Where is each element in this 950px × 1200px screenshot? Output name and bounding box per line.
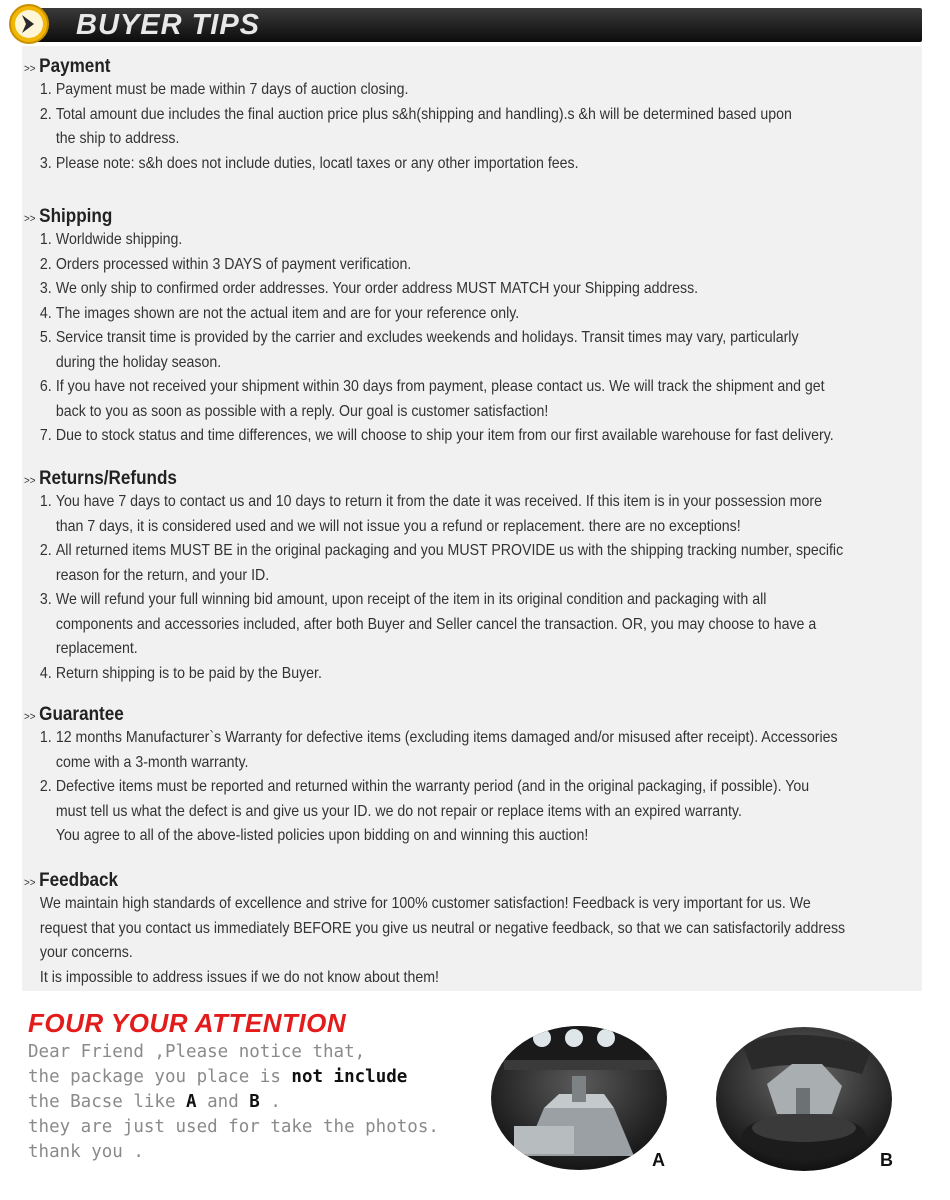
paragraph-line: We maintain high standards of excellence and strive for 100% customer satisfaction! Feedback is very important for us. We — [39, 895, 811, 912]
item-number: 2. — [39, 105, 52, 123]
item-text: the ship to address. — [55, 130, 180, 147]
item-text: Worldwide shipping. — [55, 231, 183, 248]
attention-line-3: the Bacse like A and B . — [28, 1092, 281, 1112]
item-text: We only ship to confirmed order addresses. Your order address MUST MATCH your Shipping address. — [55, 280, 699, 297]
section-title: >> Shipping — [24, 206, 113, 227]
item-number: 4. — [39, 304, 52, 322]
item-number: 5. — [39, 329, 52, 346]
item-number: 4. — [39, 664, 52, 682]
item-number: 7. — [39, 427, 52, 444]
item-text: replacement. — [55, 640, 138, 657]
double-chevron-icon: >> — [24, 475, 36, 487]
section-0 — [24, 56, 950, 176]
list-item — [24, 78, 941, 103]
item-number: 1. — [39, 231, 52, 248]
photo-label-b: B — [880, 1150, 893, 1170]
item-number: 3. — [39, 154, 52, 172]
light-bar-bracket-photo — [484, 1016, 674, 1176]
section-title: >> Payment — [24, 56, 111, 77]
section-list — [24, 228, 950, 449]
double-chevron-icon: >> — [24, 63, 36, 75]
attention-line-1: Dear Friend ,Please notice that, — [28, 1042, 366, 1062]
item-number: 1. — [39, 493, 52, 510]
list-item — [24, 228, 941, 253]
item-text: Payment must be made within 7 days of auction closing. — [55, 81, 409, 98]
paragraph-line: It is impossible to address issues if we do not know about them! — [39, 968, 439, 986]
item-text: reason for the return, and your ID. — [55, 566, 270, 584]
list-item — [24, 490, 941, 539]
section-list — [24, 490, 950, 686]
section-title: >> Returns/Refunds — [24, 468, 177, 489]
item-number: 2. — [39, 542, 52, 559]
attention-line-2: the package you place is not include — [28, 1067, 408, 1087]
item-text: must tell us what the defect is and give us your ID. we do not repair or replace items with an expired warranty. — [55, 802, 742, 820]
list-item — [24, 588, 941, 662]
list-item — [24, 775, 941, 849]
item-text: back to you as soon as possible with a reply. Our goal is customer satisfaction! — [55, 402, 549, 420]
item-number: 2. — [39, 778, 52, 795]
item-text: Defective items must be reported and returned within the warranty period (and in the original packaging, if possible). You — [55, 778, 810, 795]
paragraph-line: request that you contact us immediately BEFORE you give us neutral or negative feedback, so that we can satisfactorily address — [39, 919, 846, 937]
attention-message — [28, 1040, 439, 1165]
double-chevron-icon: >> — [24, 711, 36, 723]
paragraph-line: your concerns. — [39, 944, 133, 961]
item-text: All returned items MUST BE in the original packaging and you MUST PROVIDE us with the shipping tracking number, specific — [55, 542, 844, 559]
item-number: 2. — [39, 255, 52, 273]
list-item — [24, 726, 941, 775]
item-text: Due to stock status and time differences, we will choose to ship your item from our first available warehouse for fast delivery. — [55, 427, 834, 444]
magnetic-base-photo — [712, 1024, 896, 1174]
double-chevron-icon: >> — [24, 877, 36, 889]
list-item — [24, 152, 941, 177]
item-text: Service transit time is provided by the carrier and excludes weekends and holidays. Transit times may vary, particularly — [55, 329, 799, 346]
list-item — [24, 662, 941, 687]
double-chevron-icon: >> — [24, 213, 36, 225]
section-4 — [24, 870, 950, 990]
item-number: 6. — [39, 378, 52, 395]
item-text: We will refund your full winning bid amount, upon receipt of the item in its original condition and packaging with all — [55, 591, 767, 608]
list-item — [24, 326, 941, 375]
item-number: 3. — [39, 280, 52, 297]
item-text: If you have not received your shipment within 30 days from payment, please contact us. We will track the shipment and get — [55, 378, 825, 395]
section-1 — [24, 206, 950, 449]
attention-line-4: they are just used for take the photos. — [28, 1117, 439, 1137]
section-paragraph — [24, 892, 925, 990]
item-text: The images shown are not the actual item and are for your reference only. — [55, 304, 520, 322]
buyer-tips-header — [0, 0, 950, 46]
item-text: 12 months Manufacturer`s Warranty for defective items (excluding items damaged and/or misused after receipt). Accessories — [55, 729, 838, 746]
page-title: BUYER TIPS — [76, 9, 261, 41]
section-list — [24, 726, 950, 849]
item-text: Total amount due includes the final auction price plus s&h(shipping and handling).s &h will be determined based upon — [55, 105, 792, 123]
list-item — [24, 424, 941, 449]
item-text: come with a 3-month warranty. — [55, 753, 249, 771]
item-text: You have 7 days to contact us and 10 days to return it from the date it was received. If this item is in your possession more — [55, 493, 822, 510]
item-text: Return shipping is to be paid by the Buyer. — [55, 664, 322, 682]
list-item — [24, 302, 941, 327]
item-text: components and accessories included, after both Buyer and Seller cancel the transaction. OR, you may choose to have a — [55, 615, 817, 633]
attention-line-5: thank you . — [28, 1142, 144, 1162]
list-item — [24, 539, 941, 588]
item-number: 3. — [39, 591, 52, 608]
chevron-right-icon — [8, 3, 50, 45]
attention-title: FOUR YOUR ATTENTION — [28, 1008, 347, 1038]
item-text: Please note: s&h does not include duties, locatl taxes or any other importation fees. — [55, 154, 579, 172]
item-number: 1. — [39, 81, 52, 98]
section-list — [24, 78, 950, 176]
list-item — [24, 375, 941, 424]
list-item — [24, 103, 941, 152]
list-item — [24, 277, 941, 302]
item-number: 1. — [39, 729, 52, 746]
item-text: You agree to all of the above-listed policies upon bidding on and winning this auction! — [55, 827, 589, 844]
item-text: than 7 days, it is considered used and we will not issue you a refund or replacement. there are no exceptions! — [55, 517, 741, 535]
section-3 — [24, 704, 950, 849]
section-title: >> Feedback — [24, 870, 119, 891]
section-2 — [24, 468, 950, 686]
section-title: >> Guarantee — [24, 704, 124, 725]
list-item — [24, 253, 941, 278]
photo-label-a: A — [652, 1150, 665, 1170]
item-text: during the holiday season. — [55, 353, 222, 371]
item-text: Orders processed within 3 DAYS of payment verification. — [55, 255, 412, 273]
